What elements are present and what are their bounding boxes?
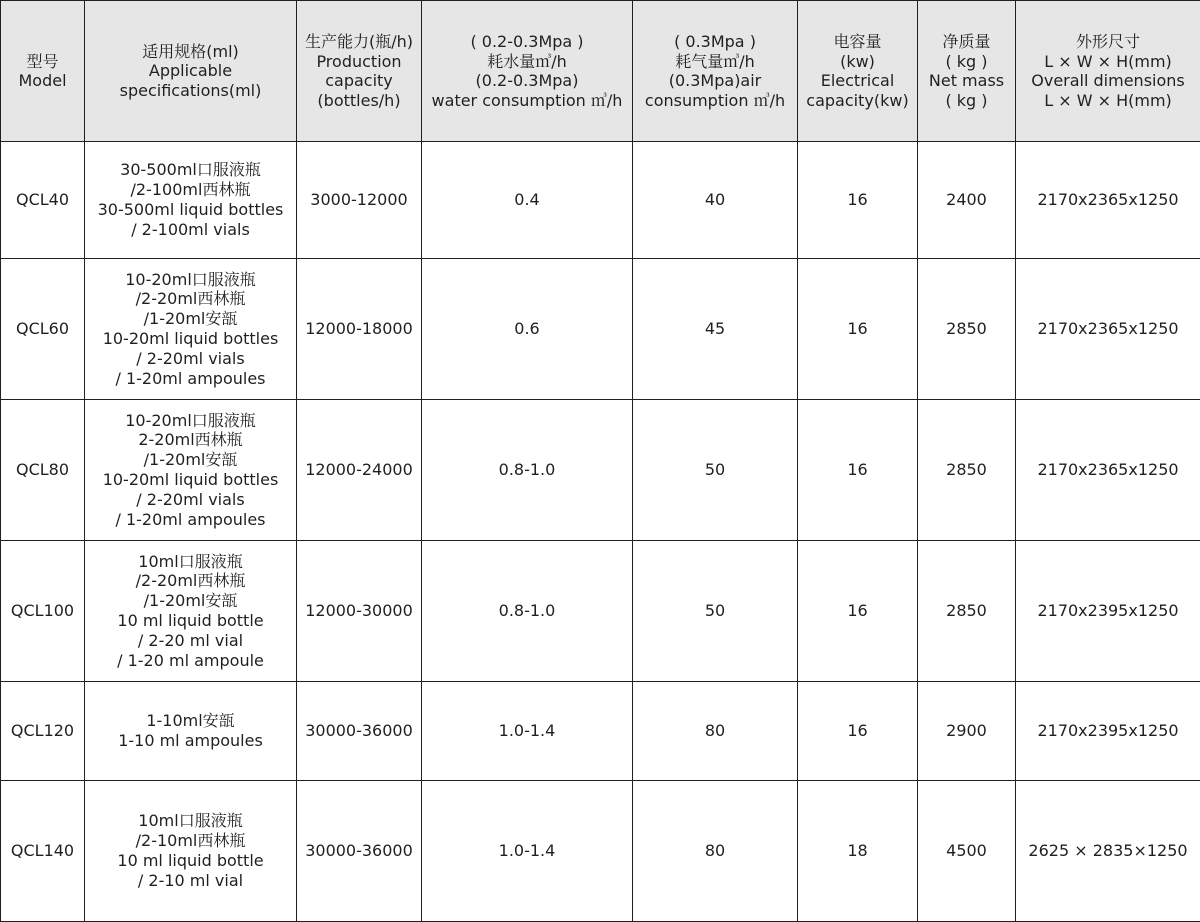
- cell-dims: 2170x2365x1250: [1016, 142, 1200, 259]
- cell-capacity: 30000-36000: [297, 781, 422, 922]
- header-water: ( 0.2-0.3Mpa ) 耗水量㎥/h (0.2-0.3Mpa) water consumption ㎥/h: [422, 1, 633, 142]
- table-row: [1, 259, 1200, 400]
- cell-air: 50: [633, 400, 798, 541]
- cell-power: 16: [798, 682, 918, 781]
- cell-mass: 2400: [918, 142, 1016, 259]
- header-power: 电容量 (kw) Electrical capacity(kw): [798, 1, 918, 142]
- cell-mass: 2850: [918, 541, 1016, 682]
- cell-capacity: 12000-18000: [297, 259, 422, 400]
- cell-mass: 2850: [918, 400, 1016, 541]
- cell-power: 16: [798, 259, 918, 400]
- cell-power: 16: [798, 142, 918, 259]
- cell-power: 16: [798, 400, 918, 541]
- header-air: ( 0.3Mpa ) 耗气量㎥/h (0.3Mpa)air consumption ㎥/h: [633, 1, 798, 142]
- table-row: [1, 781, 1200, 922]
- table-row: [1, 682, 1200, 781]
- cell-model: QCL40: [1, 142, 85, 259]
- cell-dims: 2170x2395x1250: [1016, 682, 1200, 781]
- cell-power: 16: [798, 541, 918, 682]
- cell-capacity: 12000-24000: [297, 400, 422, 541]
- cell-specs: 10-20ml口服液瓶 /2-20ml西林瓶 /1-20ml安瓿 10-20ml liquid bottles / 2-20ml vials / 1-20ml ampoules: [85, 259, 297, 400]
- cell-model: QCL100: [1, 541, 85, 682]
- cell-dims: 2170x2365x1250: [1016, 259, 1200, 400]
- cell-water: 0.4: [422, 142, 633, 259]
- cell-model: QCL60: [1, 259, 85, 400]
- header-model: 型号 Model: [1, 1, 85, 142]
- cell-model: QCL140: [1, 781, 85, 922]
- header-mass: 净质量 ( kg ) Net mass ( kg ): [918, 1, 1016, 142]
- cell-air: 80: [633, 682, 798, 781]
- cell-air: 40: [633, 142, 798, 259]
- table-row: [1, 142, 1200, 259]
- cell-water: 0.8-1.0: [422, 541, 633, 682]
- cell-capacity: 12000-30000: [297, 541, 422, 682]
- header-capacity: 生产能力(瓶/h) Production capacity (bottles/h): [297, 1, 422, 142]
- cell-dims: 2170x2395x1250: [1016, 541, 1200, 682]
- cell-dims: 2625 × 2835×1250: [1016, 781, 1200, 922]
- header-row: [1, 1, 1200, 142]
- cell-specs: 1-10ml安瓿 1-10 ml ampoules: [85, 682, 297, 781]
- cell-air: 50: [633, 541, 798, 682]
- header-dims: 外形尺寸 L × W × H(mm) Overall dimensions L × W × H(mm): [1016, 1, 1200, 142]
- cell-model: QCL80: [1, 400, 85, 541]
- cell-mass: 2850: [918, 259, 1016, 400]
- header-specs: 适用规格(ml) Applicable specifications(ml): [85, 1, 297, 142]
- cell-specs: 30-500ml口服液瓶 /2-100ml西林瓶 30-500ml liquid bottles / 2-100ml vials: [85, 142, 297, 259]
- cell-power: 18: [798, 781, 918, 922]
- table-row: [1, 400, 1200, 541]
- cell-air: 80: [633, 781, 798, 922]
- cell-dims: 2170x2365x1250: [1016, 400, 1200, 541]
- cell-specs: 10ml口服液瓶 /2-20ml西林瓶 /1-20ml安瓿 10 ml liquid bottle / 2-20 ml vial / 1-20 ml ampoule: [85, 541, 297, 682]
- cell-water: 0.6: [422, 259, 633, 400]
- cell-water: 0.8-1.0: [422, 400, 633, 541]
- cell-capacity: 3000-12000: [297, 142, 422, 259]
- cell-air: 45: [633, 259, 798, 400]
- cell-water: 1.0-1.4: [422, 682, 633, 781]
- cell-mass: 4500: [918, 781, 1016, 922]
- cell-mass: 2900: [918, 682, 1016, 781]
- cell-water: 1.0-1.4: [422, 781, 633, 922]
- table-row: [1, 541, 1200, 682]
- cell-model: QCL120: [1, 682, 85, 781]
- cell-specs: 10-20ml口服液瓶 2-20ml西林瓶 /1-20ml安瓿 10-20ml liquid bottles / 2-20ml vials / 1-20ml ampoules: [85, 400, 297, 541]
- cell-specs: 10ml口服液瓶 /2-10ml西林瓶 10 ml liquid bottle / 2-10 ml vial: [85, 781, 297, 922]
- cell-capacity: 30000-36000: [297, 682, 422, 781]
